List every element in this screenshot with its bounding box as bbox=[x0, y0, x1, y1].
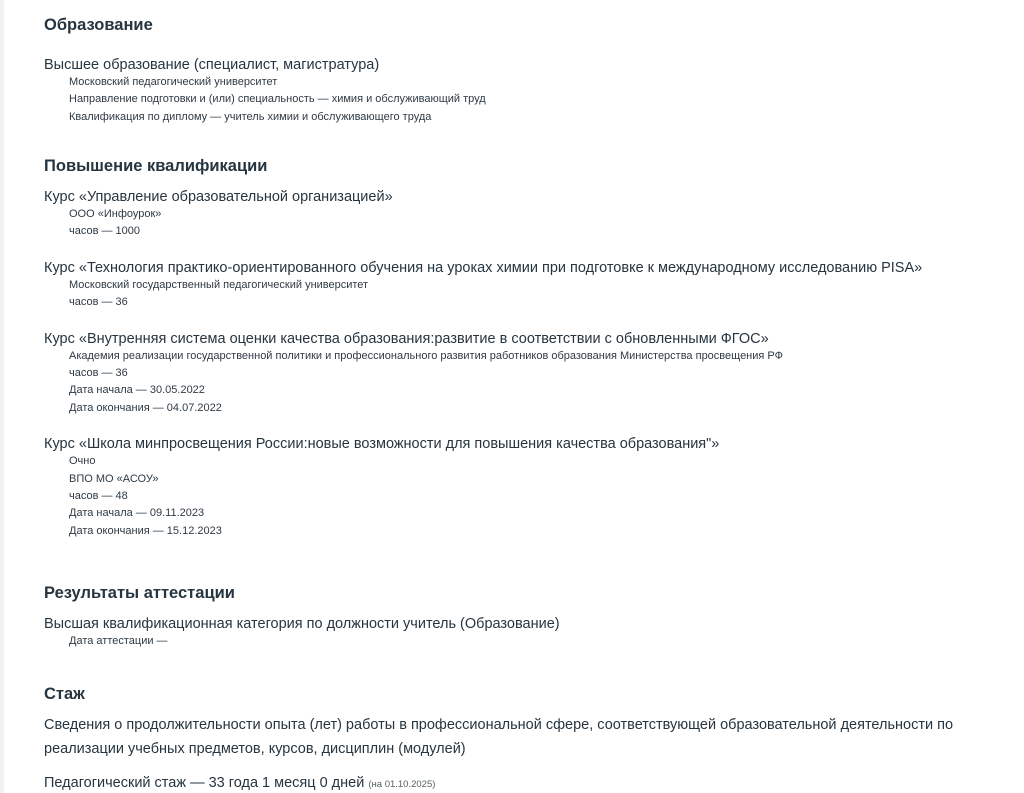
course-title: Курс «Школа минпросвещения России:новые возможности для повышения качества образования"» bbox=[44, 436, 720, 453]
attestation-section bbox=[44, 584, 1024, 650]
left-border bbox=[0, 0, 4, 793]
course-start-date: Дата начала — 09.11.2023 bbox=[69, 507, 205, 520]
course-hours: часов — 36 bbox=[69, 367, 128, 380]
course-item bbox=[44, 259, 1024, 312]
pedagogical-experience bbox=[44, 775, 1024, 791]
education-entry bbox=[44, 56, 1024, 126]
experience-heading: Стаж bbox=[44, 685, 85, 703]
course-title: Курс «Внутренняя система оценки качества образования:развитие в соответствии с обновленными ФГОС» bbox=[44, 330, 769, 347]
education-section bbox=[44, 16, 1024, 126]
course-start-date: Дата начала — 30.05.2022 bbox=[69, 384, 205, 397]
course-item bbox=[44, 188, 1024, 241]
experience-description: Сведения о продолжительности опыта (лет) работы в профессиональной сфере, соответствующей образовательной деятельности по реализации учебных предметов, курсов, дисциплин (модулей) bbox=[44, 717, 954, 757]
education-heading: Образование bbox=[44, 16, 153, 34]
course-provider: ООО «Инфоурок» bbox=[69, 208, 162, 220]
course-item bbox=[44, 435, 1024, 540]
course-item bbox=[44, 330, 1024, 418]
course-end-date: Дата окончания — 04.07.2022 bbox=[69, 401, 222, 414]
training-heading: Повышение квалификации bbox=[44, 157, 268, 175]
course-title: Курс «Управление образовательной организацией» bbox=[44, 189, 393, 205]
attestation-category: Высшая квалификационная категория по должности учитель (Образование) bbox=[44, 616, 560, 632]
attestation-date: Дата аттестации — bbox=[69, 635, 168, 647]
education-specialty: Направление подготовки и (или) специальность — химия и обслуживающий труд bbox=[69, 93, 486, 106]
course-hours: часов — 1000 bbox=[69, 225, 141, 238]
attestation-heading: Результаты аттестации bbox=[44, 584, 235, 602]
course-provider: Московский государственный педагогический университет bbox=[69, 278, 369, 291]
course-end-date: Дата окончания — 15.12.2023 bbox=[69, 524, 222, 537]
pedagogical-experience-value: Педагогический стаж — 33 года 1 месяц 0 дней bbox=[44, 775, 365, 791]
training-section bbox=[44, 157, 1024, 540]
education-degree: Высшее образование (специалист, магистратура) bbox=[44, 57, 380, 73]
attestation-entry bbox=[44, 615, 1024, 650]
course-hours: часов — 36 bbox=[69, 296, 128, 309]
course-provider: Академия реализации государственной политики и профессионального развития работников образования Министерства просвещения РФ bbox=[69, 349, 783, 362]
education-qualification: Квалификация по диплому — учитель химии и обслуживающего труда bbox=[69, 110, 432, 123]
course-format: Очно bbox=[69, 455, 96, 468]
experience-as-of-date: (на 01.10.2025) bbox=[368, 779, 436, 790]
course-hours: часов — 48 bbox=[69, 490, 128, 503]
course-provider: ВПО МО «АСОУ» bbox=[69, 472, 159, 485]
course-title: Курс «Технология практико-ориентированного обучения на уроках химии при подготовке к международному исследованию PISA» bbox=[44, 259, 923, 276]
education-university: Московский педагогический университет bbox=[69, 76, 278, 88]
experience-section bbox=[44, 685, 1024, 791]
